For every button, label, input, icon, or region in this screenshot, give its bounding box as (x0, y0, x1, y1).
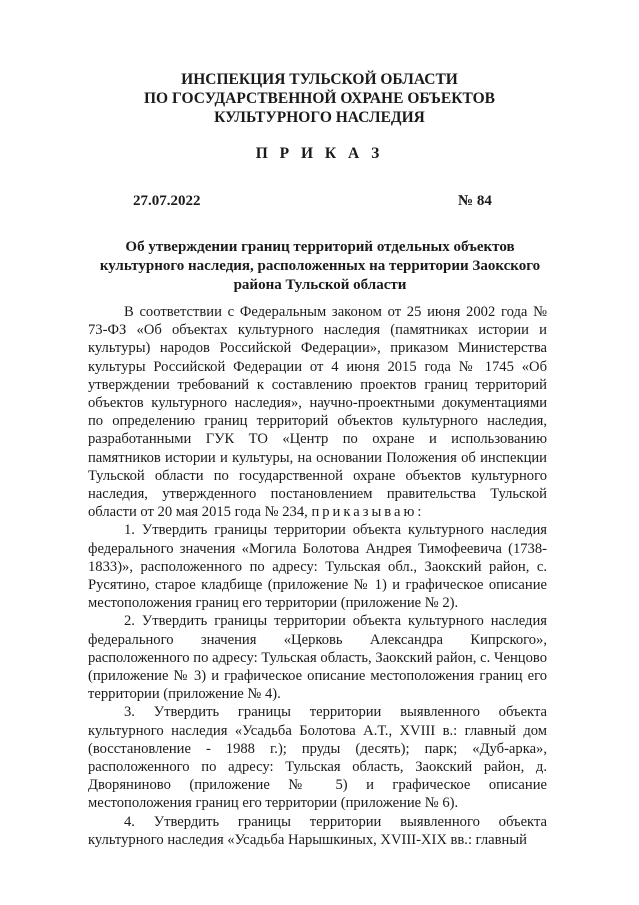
document-date: 27.07.2022 (133, 193, 201, 209)
document-type-heading: П Р И К А З (255, 145, 384, 162)
document-body (88, 303, 547, 849)
document-number: № 84 (458, 193, 492, 209)
order-item-2: 2. Утвердить границы территории объекта культурного наследия федерального значения «Церковь Александра Кипрского», расположенного по адресу: Тульская область, Заокский район, с. Ченцово (приложение № 3) и графическое описание местоположения границ его территории (приложение № 4). (88, 613, 547, 703)
subject-line-3: района Тульской области (233, 277, 407, 293)
preamble-paragraph (88, 303, 547, 521)
authority-line-3: КУЛЬТУРНОГО НАСЛЕДИЯ (214, 109, 425, 126)
subject-line-2: культурного наследия, расположенных на территории Заокского (99, 258, 541, 274)
preamble-text: В соответствии с Федеральным законом от 25 июня 2002 года № 73-ФЗ «Об объектах культурного наследия (памятниках истории и культуры) народов Российской Федерации», приказом Министерства культуры Российской Федерации от 4 июня 2015 года № 1745 «Об утверждении требований к составлению проектов границ территорий объектов культурного наследия», научно-проектными документациями по определению границ территорий объектов культурного наследия, разработанными ГУК ТО «Центр по охране и использованию памятников истории и культуры, на основании Положения об инспекции Тульской области по государственной охране объектов культурного наследия, утвержденного постановлением правительства Тульской области от 20 мая 2015 года № 234, (88, 304, 547, 521)
order-item-4: 4. Утвердить границы территории выявленного объекта культурного наследия «Усадьба Нарышкиных, XVIII-XIX вв.: главный (88, 813, 547, 848)
subject-line-1: Об утверждении границ территорий отдельных объектов (125, 239, 515, 255)
order-item-3: 3. Утвердить границы территории выявленного объекта культурного наследия «Усадьба Болотова А.Т., XVIII в.: главный дом (восстановление - 1988 г.); пруды (десять); парк; «Дуб-арка», расположенного по адресу: Тульская область, Заокский район, д. Дворяниново (приложение № 5) и графическое описание местоположения границ его территории (приложение № 6). (88, 704, 547, 812)
document-subject (90, 238, 550, 295)
order-item-1: 1. Утвердить границы территории объекта культурного наследия федерального значения «Могила Болотова Андрея Тимофеевича (1738-1833)», расположенного по адресу: Тульская обл., Заокский район, с. Русятино, старое кладбище (приложение № 1) и графическое описание местоположения границ его территории (приложение № 2). (88, 522, 547, 612)
issuing-authority (0, 70, 639, 127)
authority-line-2: ПО ГОСУДАРСТВЕННОЙ ОХРАНЕ ОБЪЕКТОВ (144, 90, 495, 107)
authority-line-1: ИНСПЕКЦИЯ ТУЛЬСКОЙ ОБЛАСТИ (181, 71, 458, 88)
orders-word: приказываю: (311, 504, 425, 521)
